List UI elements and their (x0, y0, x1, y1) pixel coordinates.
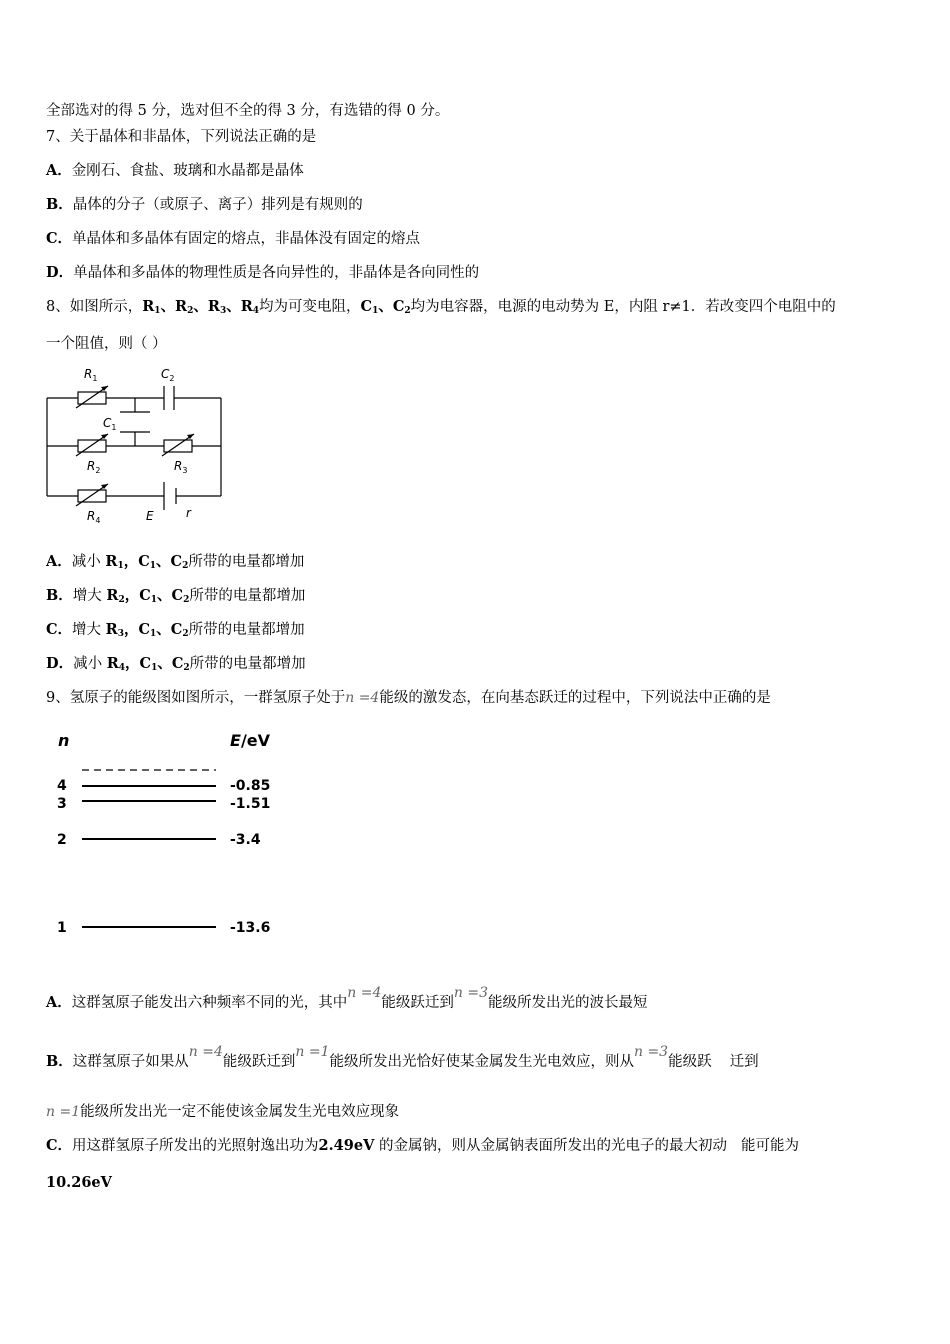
math-n3: n =3 (633, 1044, 669, 1060)
q9-stem-pre: 9、氢原子的能级图如图所示，一群氢原子处于 (46, 690, 346, 706)
level-2-energy: -3.4 (230, 832, 261, 848)
q8-option-d (46, 654, 306, 678)
option-letter: D． (46, 655, 74, 672)
option-text: 单晶体和多晶体有固定的熔点，非晶体没有固定的熔点 (72, 231, 421, 247)
option-text: 的金属钠，则从金属钠表面所发出的光电子的最大初动 (378, 1138, 727, 1154)
header-n: n (58, 731, 70, 750)
c-sub: 1 (150, 595, 158, 605)
r-sub: 2 (118, 595, 125, 605)
option-letter: B． (46, 196, 73, 213)
q7-option-d (46, 263, 479, 283)
option-pre: 增大 (72, 588, 107, 604)
c-sub: 2 (404, 306, 411, 316)
q9-option-b-line2 (46, 1102, 399, 1122)
option-letter: A． (46, 553, 72, 570)
option-text: 能可能为 (740, 1138, 799, 1154)
option-text: 金刚石、食盐、玻璃和水晶都是晶体 (71, 163, 304, 179)
label-r2: $R_2$ (87, 459, 101, 475)
q9-option-c-line1 (46, 1136, 799, 1156)
option-pre: 减小 (73, 656, 107, 672)
option-text: 这群氢原子如果从 (72, 1054, 189, 1070)
q9-option-b-line1 (46, 1044, 759, 1072)
r-symbol: R (106, 655, 119, 672)
option-end: 所带的电量都增加 (189, 656, 306, 672)
option-text: 能级跃迁到 (222, 1054, 296, 1070)
option-text: 能级所发出光一定不能使该金属发生光电效应现象 (80, 1104, 400, 1120)
q8-c-list (361, 298, 411, 315)
option-letter: B． (46, 1053, 73, 1070)
label-c1: $C_1$ (103, 416, 117, 432)
q8-stem-prefix: 8、如图所示， (46, 299, 143, 315)
c-symbol: 、C (156, 621, 183, 638)
level-1-n: 1 (57, 920, 67, 936)
option-text: 能级跃 (668, 1054, 712, 1070)
option-letter: A． (46, 162, 72, 179)
option-letter: C． (46, 1137, 73, 1154)
c-symbol: ，C (123, 553, 150, 570)
c-symbol: ，C (125, 655, 152, 672)
q9-option-c-line2: 10.26eV (46, 1174, 112, 1191)
math-n4: n =4 (347, 985, 382, 1001)
q8-stem-suffix: 均为电容器，电源的电动势为 E，内阻 r≠1．若改变四个电阻中的 (410, 299, 836, 315)
option-resistor (107, 655, 190, 672)
option-pre: 减小 (71, 554, 106, 570)
c-symbol: 、C (378, 298, 405, 315)
math-n4: n =4 (188, 1044, 223, 1060)
option-resistor (106, 587, 189, 604)
label-e: E (146, 509, 154, 523)
option-resistor (106, 621, 189, 638)
label-r: r (186, 506, 191, 520)
r-symbol: R (106, 587, 119, 604)
resistor-r3 (164, 440, 192, 452)
option-resistor (105, 553, 188, 570)
option-text: 晶体的分子（或原子、离子）排列是有规则的 (72, 197, 363, 213)
label-r4: $R_4$ (87, 509, 101, 525)
q8-option-b (46, 586, 305, 610)
math-n1: n =1 (46, 1104, 81, 1120)
level-3-n: 3 (57, 796, 67, 812)
q9-stem (46, 688, 771, 708)
option-text: 单晶体和多晶体的物理性质是各向异性的，非晶体是各向同性的 (73, 265, 480, 281)
level-4-n: 4 (57, 778, 67, 794)
r-symbol: 、R (193, 298, 220, 315)
option-letter: B． (46, 587, 73, 604)
level-3-energy: -1.51 (230, 796, 271, 812)
resistor-r2 (78, 440, 106, 452)
option-text: 用这群氢原子所发出的光照射逸出功为 (72, 1138, 319, 1154)
circuit-diagram (40, 360, 240, 530)
intro-line: 全部选对的得 5 分，选对但不全的得 3 分，有选错的得 0 分。 (46, 103, 450, 119)
math-n4: n =4 (345, 690, 380, 706)
option-text: 能级跃迁到 (381, 995, 454, 1011)
r-sub: 3 (219, 306, 227, 316)
c-symbol: 、C (157, 587, 184, 604)
c-sub: 1 (151, 663, 158, 673)
label-c2: $C_2$ (161, 367, 175, 383)
r-sub: 2 (187, 306, 194, 316)
energy-level-diagram (46, 722, 306, 947)
c-sub: 2 (183, 663, 190, 673)
q9-stem-post: 能级的激发态，在向基态跃迁的过程中，下列说法中正确的是 (379, 690, 771, 706)
c-sub: 1 (372, 306, 379, 316)
q7-option-c (46, 229, 420, 249)
option-letter: C． (46, 621, 73, 638)
option-text: 这群氢原子能发出六种频率不同的光，其中 (71, 995, 348, 1011)
q8-stem-line2: 一个阻值，则（ ） (46, 336, 167, 352)
resistor-r1 (78, 392, 106, 404)
c-sub: 1 (150, 629, 157, 639)
q8-option-c (46, 620, 305, 644)
option-end: 所带的电量都增加 (189, 588, 306, 604)
resistor-r4 (78, 490, 106, 502)
r-sub: 1 (117, 561, 124, 571)
level-1-energy: -13.6 (230, 920, 271, 936)
q7-option-b (46, 195, 363, 215)
c-symbol: C (360, 298, 373, 315)
q7-stem: 7、关于晶体和非晶体，下列说法正确的是 (46, 129, 317, 145)
c-symbol: 、C (156, 553, 183, 570)
level-4-energy: -0.85 (230, 778, 271, 794)
q7-option-a (46, 161, 304, 181)
q8-r-list (142, 298, 259, 315)
option-letter: D． (46, 264, 74, 281)
label-r3: $R_3$ (174, 459, 188, 475)
option-pre: 增大 (72, 622, 106, 638)
q8-stem-middle: 均为可变电阻， (259, 299, 361, 315)
c-sub: 2 (182, 561, 189, 571)
r-symbol: 、R (160, 298, 188, 315)
r-sub: 4 (118, 663, 126, 673)
r-sub: 3 (117, 629, 124, 639)
math-n3: n =3 (453, 985, 488, 1001)
c-symbol: ，C (124, 587, 151, 604)
q9-option-a (46, 985, 648, 1013)
option-text: 迁到 (729, 1054, 759, 1070)
option-letter: C． (46, 230, 73, 247)
math-n1: n =1 (295, 1044, 330, 1060)
c-symbol: 、C (157, 655, 184, 672)
r-sub: 4 (252, 306, 260, 316)
option-end: 所带的电量都增加 (188, 622, 305, 638)
option-text: 能级所发出光的波长最短 (487, 995, 648, 1011)
c-symbol: ，C (123, 621, 151, 638)
r-symbol: 、R (226, 298, 253, 315)
c-sub: 1 (149, 561, 157, 571)
r-sub: 1 (154, 306, 161, 316)
option-text: 能级所发出光恰好使某金属发生光电效应，则从 (329, 1054, 634, 1070)
label-r1: $R_1$ (84, 367, 98, 383)
r-symbol: R (142, 298, 155, 315)
header-energy: E/eV (230, 731, 271, 750)
option-end: 所带的电量都增加 (188, 554, 305, 570)
option-letter: A． (46, 994, 72, 1011)
level-2-n: 2 (57, 832, 67, 848)
c-sub: 2 (182, 629, 189, 639)
work-function-value: 2.49eV (318, 1137, 375, 1154)
q8-stem-line1 (46, 297, 836, 321)
c-sub: 2 (183, 595, 190, 605)
r-symbol: R (105, 553, 118, 570)
r-symbol: R (105, 621, 118, 638)
q8-option-a (46, 552, 304, 576)
